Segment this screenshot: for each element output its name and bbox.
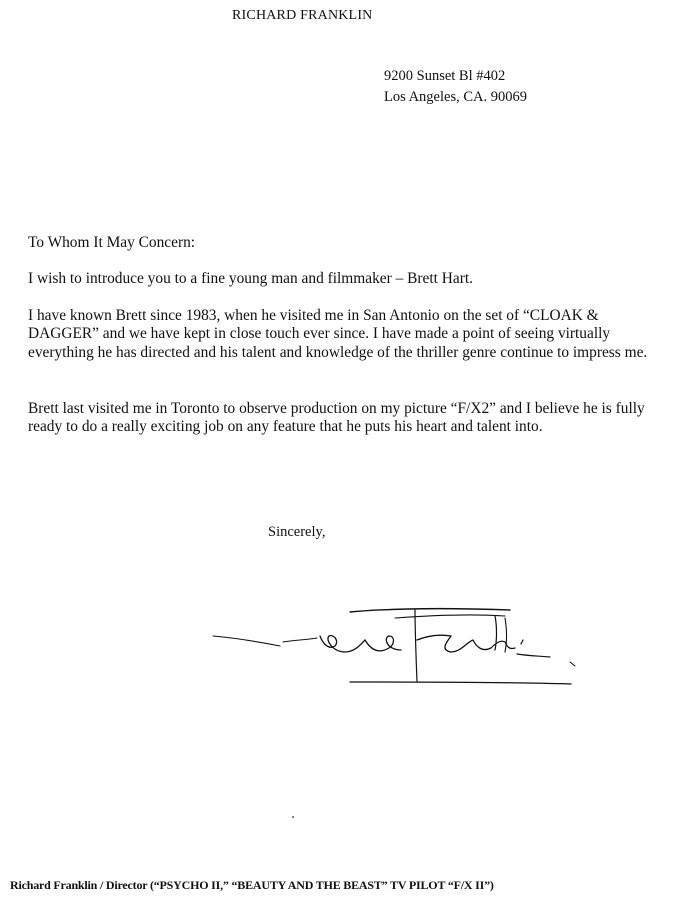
salutation: To Whom It May Concern: — [28, 234, 196, 251]
paragraph-introduction: I wish to introduce you to a fine young man and filmmaker – Brett Hart. — [28, 270, 473, 287]
handwritten-signature — [205, 596, 585, 692]
scan-speck — [292, 816, 294, 818]
address-line-2: Los Angeles, CA. 90069 — [384, 89, 527, 105]
address-line-1: 9200 Sunset Bl #402 — [384, 68, 506, 84]
sender-address — [384, 66, 527, 108]
paragraph-history: I have known Brett since 1983, when he visited me in San Antonio on the set of “CLOAK & DAGGER” and we have kept in close touch ever since. I have made a point of seeing virtually everything he has directed and his talent and knowledge of the thriller genre continue to impress me. — [28, 307, 648, 361]
footer-credits: Richard Franklin / Director (“PSYCHO II,” “BEAUTY AND THE BEAST” TV PILOT “F/X II”) — [10, 878, 494, 892]
closing: Sincerely, — [268, 524, 326, 540]
paragraph-recommendation: Brett last visited me in Toronto to observe production on my picture “F/X2” and I believe he is fully ready to do a really exciting job on any feature that he puts his heart and talent into. — [28, 400, 645, 436]
letterhead-name: RICHARD FRANKLIN — [232, 8, 373, 23]
